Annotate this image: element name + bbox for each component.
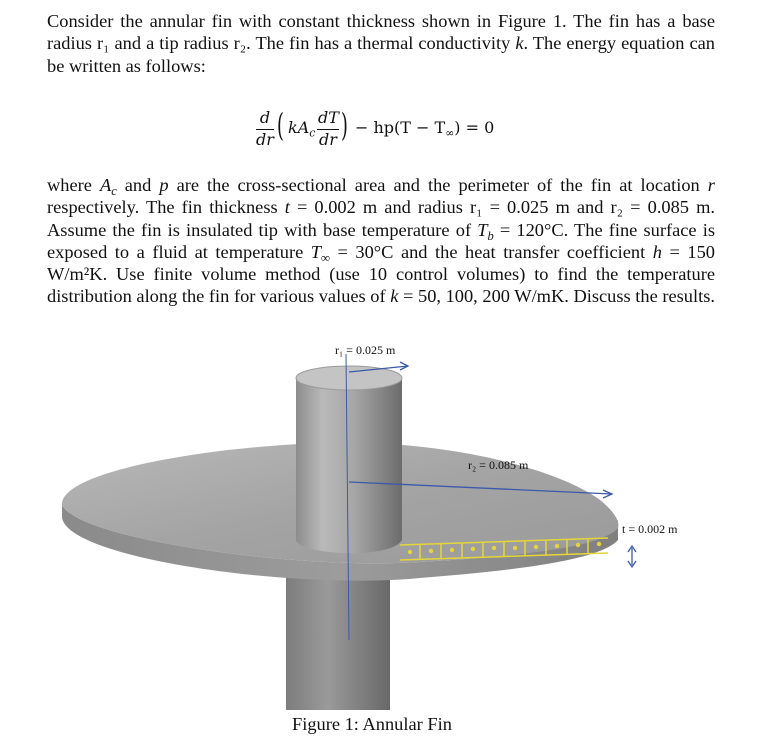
tb-symbol: $T_b$ xyxy=(477,219,494,243)
h-symbol: h xyxy=(652,241,662,262)
eq-kac: $kA_c$ xyxy=(288,118,316,140)
eq-d-numerator: d xyxy=(259,108,271,127)
intro-line-2: base radius r₁ and a tip radius r₂. The fin has a thermal conductivity xyxy=(47,11,715,54)
figure-caption: Figure 1: Annular Fin xyxy=(292,714,452,734)
eq-d-denominator: dr xyxy=(256,130,274,149)
t-symbol: t xyxy=(284,197,290,218)
tinf-symbol: $T_\infty$ xyxy=(310,241,330,265)
p-symbol: p xyxy=(159,175,169,195)
intro-line-1: Consider the annular fin with constant thickness shown in Figure 1. The fin has a xyxy=(47,11,676,31)
desc-where: where xyxy=(47,175,92,195)
thickness-arrow xyxy=(628,546,636,567)
intro-k-symbol: k xyxy=(515,33,524,54)
r2-label: r₂ = 0.085 m xyxy=(468,458,529,472)
cylinder-lower xyxy=(286,575,390,710)
desc-base-temp: = 120°C. The fine surface is exposed to a fluid at temperature xyxy=(47,219,715,262)
cylinder-top-face xyxy=(296,366,402,390)
desc-dimensions: = 0.002 m and radius r₁ = 0.025 m and r₂ = 0.085 m. Assume the fin is insulated tip with base temperature of xyxy=(47,197,715,240)
eq-rest: − $hp(T - T_\infty) = 0$ xyxy=(355,118,495,140)
r-symbol: r xyxy=(707,175,715,195)
eq-right-paren: ) xyxy=(341,106,348,144)
desc-fluid-temp: = 30°C and the heat transfer coefficient xyxy=(337,241,646,262)
desc-heat-transfer: = 150 W/m²K. Use finite volume method (use 10 control volumes) to find the temperature distribution along the fin for various values of xyxy=(47,241,715,307)
intro-line-3: equation can be written as follows: xyxy=(47,33,715,76)
desc-k-values: = 50, 100, 200 W/mK. Discuss the results. xyxy=(403,286,715,307)
eq-left-paren: ( xyxy=(277,106,284,144)
desc-and: and xyxy=(124,175,152,195)
eq-dT-denominator: dr xyxy=(319,130,337,149)
k-symbol: k xyxy=(390,286,399,307)
intro-line-2-end: . The energy xyxy=(523,33,617,54)
desc-thickness: respectively. The fin thickness xyxy=(47,197,278,218)
desc-area-perimeter: are the cross-sectional area and the perimeter of the fin at location xyxy=(176,175,700,195)
ac-symbol: $A_c$ xyxy=(99,175,117,198)
cylinder-upper xyxy=(296,380,402,553)
r1-label: r₁ = 0.025 m xyxy=(335,343,396,357)
eq-dT-numerator: dT xyxy=(318,108,339,127)
thickness-label: t = 0.002 m xyxy=(622,522,678,536)
